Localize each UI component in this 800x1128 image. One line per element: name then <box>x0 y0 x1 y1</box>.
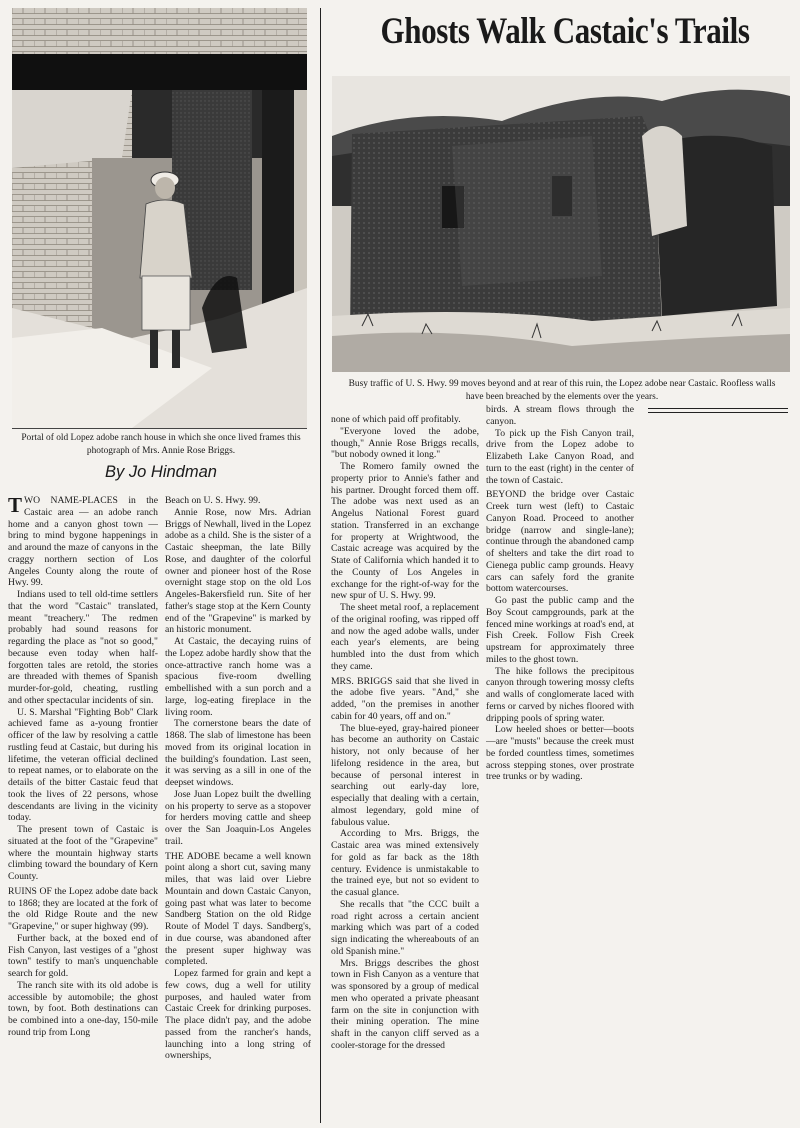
paragraph: The ranch site with its old adobe is accessible by automobile; the ghost town, by foot. Both destinations can be combined into a one-day, 150-mile round trip from Long <box>8 979 158 1038</box>
paragraph: The Romero family owned the property prior to Annie's father and his partner. Drought forced them off. The adobe was next used as an Angelus National Forest guard station. Transferred in an exchange for property at Wrightwood, the Castaic acreage was acquired by the State of California which handed it to the County of Los Angeles in exchange for the right-of-way for the new spur of U. S. Hwy. 99. <box>331 461 479 602</box>
article-column-3 <box>331 414 479 1126</box>
photo-portal-annie-rose-briggs <box>12 8 307 429</box>
section-lead-in: RUINS OF <box>8 885 52 897</box>
paragraph-text: said that she lived in the adobe five years. "And," she added, "on the premises in another cabin for 40 years, off and on." <box>331 675 479 722</box>
photo-lopez-adobe-ruin <box>332 76 790 372</box>
byline: By Jo Hindman <box>105 463 217 481</box>
paragraph: birds. A stream flows through the canyon. <box>486 404 634 427</box>
column-rule <box>320 8 321 1123</box>
section-lead-in: BEYOND <box>486 489 527 501</box>
paragraph: Beach on U. S. Hwy. 99. <box>165 495 261 506</box>
photo-right-caption: Busy traffic of U. S. Hwy. 99 moves beyond and at rear of this ruin, the Lopez adobe near Castaic. Roofless walls have been breached by the elements over the years. <box>348 379 776 402</box>
paragraph: none of which paid off profitably. <box>331 414 461 425</box>
paragraph: Indians used to tell old-time settlers that the word "Castaic" translated, meant "treachery." The redmen probably had sound reasons for regarding the place as "not so good," because even today when half-forgotten tales are retold, the stories are threaded with themes of Spanish murder-for-gold, cheating, rustling and other spectacular incidents of sin. <box>8 589 158 706</box>
article-column-1 <box>8 495 158 1123</box>
paragraph: "Everyone loved the adobe, though," Annie Rose Briggs recalls, "but nobody owned it long." <box>331 425 479 461</box>
paragraph: Low heeled shoes or better—boots—are "musts" because the creek must be forded countless times, sometimes across stepping stones, over prostrate tree trunks or by wading. <box>486 724 634 783</box>
photo-left-caption: Portal of old Lopez adobe ranch house in which she once lived frames this photograph of Mrs. Annie Rose Briggs. <box>21 433 301 456</box>
paragraph <box>486 489 634 595</box>
paragraph: Further back, at the boxed end of Fish Canyon, last vestiges of a "ghost town" testify to man's unquenchable search for gold. <box>8 932 158 979</box>
paragraph: The cornerstone bears the date of 1868. The slab of limestone has been moved from its original location in the building's foundation. Last seen, it was serving as a sill in one of the deepset windows. <box>165 718 311 788</box>
paragraph: According to Mrs. Briggs, the Castaic area was mined extensively for gold as far back as the 18th century. Evidence is unmistakable to the trained eye, but not so evident to the casual glance. <box>331 828 479 898</box>
headline: Ghosts Walk Castaic's Trails <box>380 11 750 52</box>
paragraph <box>8 886 158 933</box>
article-column-2 <box>165 495 311 1123</box>
paragraph: Lopez farmed for grain and kept a few cows, dug a well for utility purposes, and hauled water from Castaic Creek for drinking purposes. The place didn't pay, and the adobe passed from the rancher's hands, launching into a long string of ownerships, <box>165 968 311 1062</box>
paragraph-text: in the Castaic area — an adobe ranch home and a canyon ghost town — bring to mind bygone happenings in and around the maze of canyons in the craggy northern section of Los Angeles County along the route of Hwy. 99. <box>8 495 158 589</box>
column-rule <box>648 408 788 409</box>
paragraph: U. S. Marshal "Fighting Bob" Clark achieved fame as a-young frontier officer of the law by resolving a cattle rustling feud at Castaic, but during his lifetime, the veteran official declined to repeat names, or to elaborate on the details of the bitter Castaic feud that took the lives of 22 persons, whose descendants are living in the vicinity today. <box>8 706 158 824</box>
paragraph: Jose Juan Lopez built the dwelling on his property to serve as a stopover for herders moving cattle and sheep over the San Joaquin-Los Angeles trail. <box>165 788 311 847</box>
paragraph: She recalls that "the CCC built a road right across a certain ancient marking which was part of a coded sign indicating the whereabouts of an old Spanish mine." <box>331 898 479 957</box>
drop-cap: T <box>8 495 23 517</box>
paragraph <box>8 495 158 589</box>
paragraph: The sheet metal roof, a replacement of the original roofing, was ripped off and now the aged adobe walls, under each year's elements, are being humbled into the dust from which they came. <box>331 602 479 672</box>
column-rule <box>648 412 788 413</box>
paragraph <box>331 676 479 723</box>
paragraph: The present town of Castaic is situated at the foot of the "Grapevine" where the mountain highway starts climbing toward the boundary of Kern County. <box>8 824 158 882</box>
paragraph: The blue-eyed, gray-haired pioneer has become an authority on Castaic history, not only because of her lifelong residence in the area, but because of personal interest in searching out early-day lore, especially that dealing with a certain, almost legendary, gold mine of fabulous value. <box>331 722 479 828</box>
photo-ruin-image <box>332 76 790 372</box>
article-column-4 <box>486 404 634 864</box>
paragraph: To pick up the Fish Canyon trail, drive from the Lopez adobe to Elizabeth Lake Canyon Road, and turn to the east (right) in the center of the town of Castaic. <box>486 427 634 486</box>
section-lead-in: MRS. BRIGGS <box>331 675 393 687</box>
paragraph-text: the bridge over Castaic Creek turn west (left) to Castaic Canyon Road. Proceed to another bridge (narrow and single-lane); continue through the abandoned camp of shelters and take the dirt road to Cienega public camp grounds. Heavy cars can safely ford the granite bottom watercourses. <box>486 489 634 595</box>
section-lead-in: THE ADOBE <box>165 850 220 862</box>
photo-portal-image <box>12 8 307 428</box>
paragraph: Go past the public camp and the Boy Scout campgrounds, park at the fenced mine workings at road's end, at Fish Creek. Follow Fish Creek upstream for approximately three miles to the ghost town. <box>486 595 634 665</box>
paragraph <box>165 851 311 969</box>
paragraph-text: the Lopez adobe date back to 1868; they are located at the fork of the old Ridge Route and the new "Grapevine," or super highway (99). <box>8 885 158 932</box>
paragraph: Annie Rose, now Mrs. Adrian Briggs of Newhall, lived in the Lopez adobe as a child. She is the sister of a Castaic sheepman, the late Billy Rose, and daughter of the colorful owner and pioneer host of the Rose overnight stage stop on the old Los Angeles-Bakersfield run. Site of her father's stage stop at the Kern County end of the "Grapevine" is marked by an historic monument. <box>165 506 311 636</box>
paragraph-text: became a well known point along a short cut, saving many miles, that was laid over Liebre Mountain and down Castaic Canyon, going past what was later to become Sandberg Station on the old Ridge Route of Model T days. Sandberg's, in due course, was abandoned after the present super highway was completed. <box>165 850 311 968</box>
paragraph: The hike follows the precipitous canyon through towering mossy clefts and walls of conglomerate laced with ferns or carved by niches floored with dripping pools of spring water. <box>486 665 634 724</box>
lead-in: WO NAME-PLACES <box>24 495 118 506</box>
paragraph: At Castaic, the decaying ruins of the Lopez adobe hardly show that the once-attractive ranch home was a spacious five-room dwelling embellished with a sun porch and a large, log-eating fireplace in the living room. <box>165 636 311 718</box>
paragraph: Mrs. Briggs describes the ghost town in Fish Canyon as a venture that was sponsored by a group of medical men who operated a private pheasant farm on the site in conjunction with their mining operation. The mine shaft in the canyon cliff served as a cooler-storage for the dressed <box>331 957 479 1051</box>
